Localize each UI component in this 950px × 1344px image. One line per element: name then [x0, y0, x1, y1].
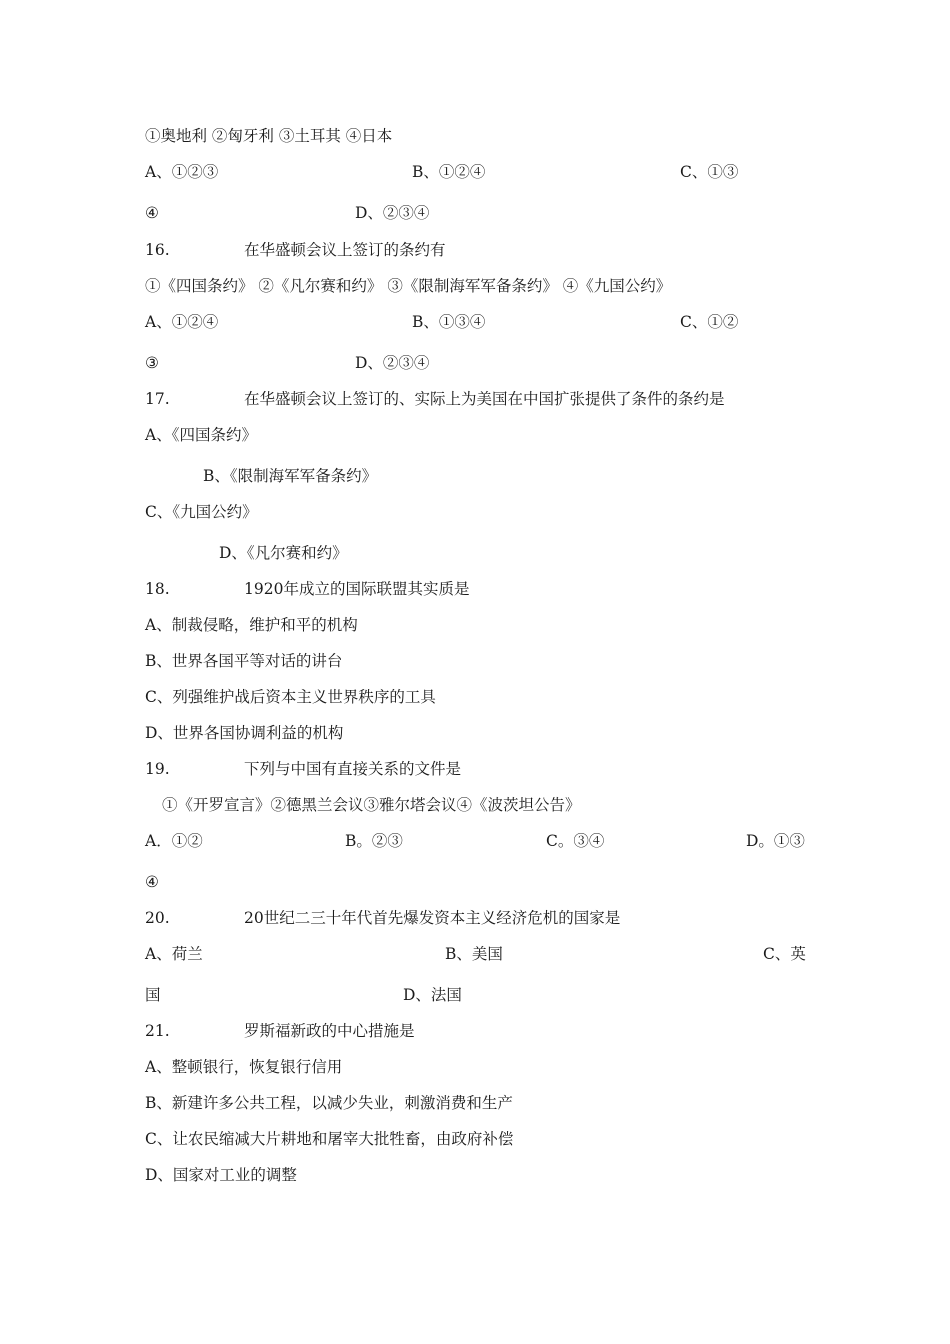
q20-number: 20. — [145, 909, 170, 927]
q19-option-b: B。②③ — [345, 832, 403, 850]
q20-option-c: C、英 — [763, 945, 806, 963]
q19-number: 19. — [145, 760, 170, 778]
q17-number: 17. — [145, 390, 170, 408]
q15-option-d: D、②③④ — [355, 204, 430, 222]
q19-option-d-continued: ④ — [145, 873, 159, 891]
q17-option-c: C、《九国公约》 — [145, 503, 258, 521]
q16-option-c-continued: ③ — [145, 354, 159, 372]
q16-option-b: B、①③④ — [412, 313, 486, 331]
q19-option-c: C。③④ — [546, 832, 605, 850]
q16-option-c: C、①② — [680, 313, 739, 331]
q17-option-b: B、《限制海军军备条约》 — [203, 467, 378, 485]
q21-number: 21. — [145, 1022, 170, 1040]
q21-option-b: B、新建许多公共工程，以减少失业，刺激消费和生产 — [145, 1094, 513, 1112]
q21-stem: 罗斯福新政的中心措施是 — [244, 1022, 415, 1040]
q17-option-d: D、《凡尔赛和约》 — [219, 544, 348, 562]
q21-option-d: D、国家对工业的调整 — [145, 1166, 297, 1184]
q21-option-c: C、让农民缩减大片耕地和屠宰大批牲畜，由政府补偿 — [145, 1130, 514, 1148]
q19-option-d: D。①③ — [746, 832, 805, 850]
q15-option-b: B、①②④ — [412, 163, 486, 181]
q19-option-a: A．①② — [145, 832, 203, 850]
q16-option-d: D、②③④ — [355, 354, 430, 372]
q18-option-c: C、列强维护战后资本主义世界秩序的工具 — [145, 688, 436, 706]
q16-stem: 在华盛顿会议上签订的条约有 — [244, 241, 446, 259]
q17-option-a: A、《四国条约》 — [145, 426, 257, 444]
q15-option-c-continued: ④ — [145, 204, 159, 222]
q18-option-b: B、世界各国平等对话的讲台 — [145, 652, 343, 670]
q18-option-d: D、世界各国协调利益的机构 — [145, 724, 344, 742]
q15-items: ①奥地利 ②匈牙利 ③土耳其 ④日本 — [145, 127, 393, 145]
q18-number: 18. — [145, 580, 170, 598]
q18-option-a: A、制裁侵略，维护和平的机构 — [145, 616, 358, 634]
q16-items: ①《四国条约》 ②《凡尔赛和约》 ③《限制海军军备条约》 ④《九国公约》 — [145, 277, 672, 295]
q21-option-a: A、整顿银行，恢复银行信用 — [145, 1058, 343, 1076]
q15-option-c: C、①③ — [680, 163, 739, 181]
q20-stem: 20世纪二三十年代首先爆发资本主义经济危机的国家是 — [244, 909, 621, 927]
q16-number: 16. — [145, 241, 170, 259]
q16-option-a: A、①②④ — [145, 313, 219, 331]
q17-stem: 在华盛顿会议上签订的、实际上为美国在中国扩张提供了条件的条约是 — [244, 390, 725, 408]
q20-option-a: A、荷兰 — [145, 945, 203, 963]
q18-stem: 1920年成立的国际联盟其实质是 — [244, 580, 470, 598]
q20-option-b: B、美国 — [445, 945, 503, 963]
q19-stem: 下列与中国有直接关系的文件是 — [244, 760, 462, 778]
q20-option-d: D、法国 — [403, 986, 462, 1004]
q15-option-a: A、①②③ — [145, 163, 219, 181]
q19-items: ①《开罗宣言》②德黑兰会议③雅尔塔会议④《波茨坦公告》 — [162, 796, 581, 814]
q20-option-c-continued: 国 — [145, 986, 161, 1004]
